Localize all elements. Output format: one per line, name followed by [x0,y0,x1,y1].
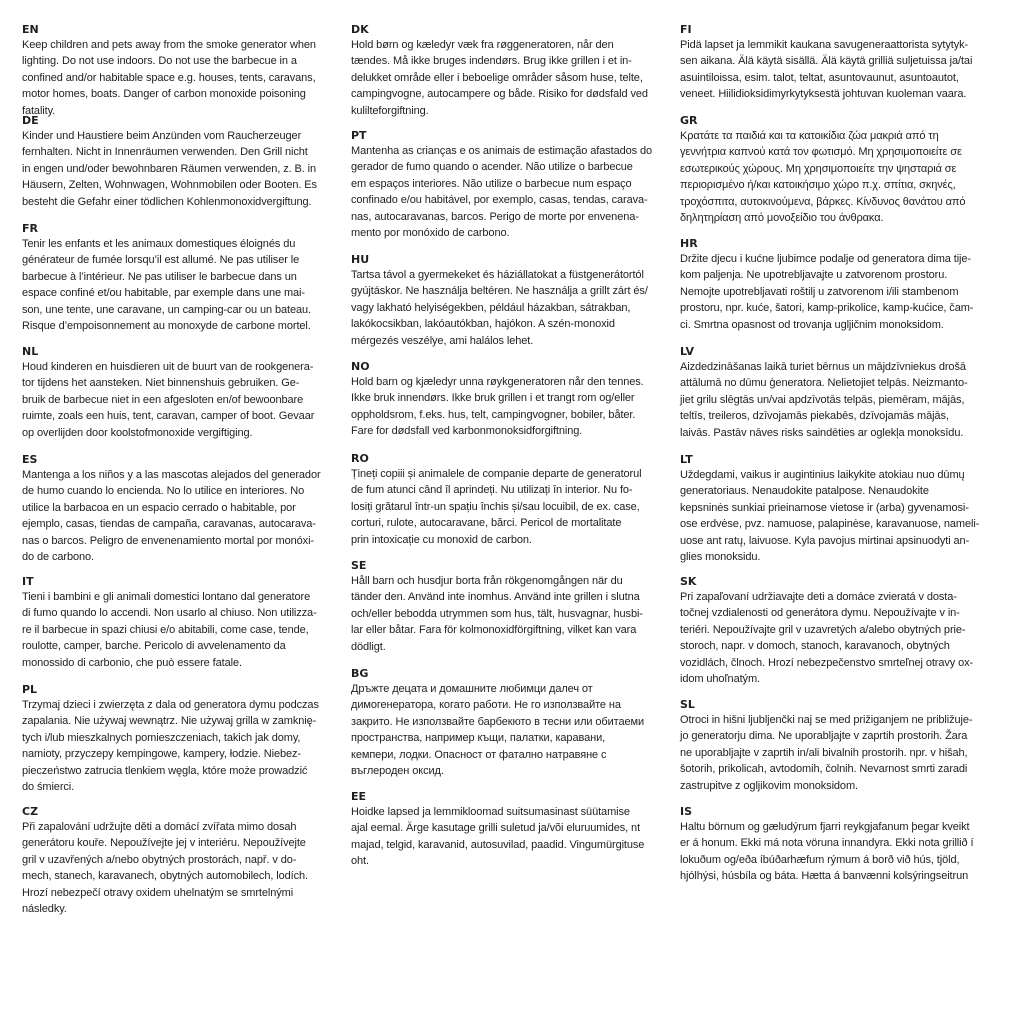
language-code: IT [22,575,34,588]
warning-text: Tartsa távol a gyermekeket és háziállatokat a füstgenerátortól gyújtáskor. Ne használja beltéren. Ne használja a grillt zárt és/ vagy lakható helyiségekben, például házakban, sátrakban, lakókocsikban, lakóautókban, hajókon. A szén-monoxid mérgezés veszélye, ami halálos lehet. [351,269,648,347]
warning-section-hr [680,236,973,333]
warning-text: Дръжте децата и домашните любимци далеч от димогенератора, когато работи. Не го използвайте на закрито. Не използвайте барбекюто в тесни или обитаеми пространства, например къщи, палатки, каравани, кемпери, лодки. Опасност от фатално натравяне с въглероден оксид. [351,683,645,778]
warning-text: Κρατάτε τα παιδιά και τα κατοικίδια ζώα μακριά από τη γεννήτρια καπνού κατά τον φωτισμό. Μη χρησιμοποιείτε σε εσωτερικούς χώρους. Μη χρησιμοποιείτε την ψησταριά σε περιορισμένο ή/και κατοικήσιμο χώρο π.χ. σπίτια, σκηνές, τροχόσπιτα, αυτοκινούμενα, βάρκες. Κίνδυνος θανάτου από δηλητηρίαση από μονοξείδιο του άνθρακα. [680,130,966,225]
warning-text: Kinder und Haustiere beim Anzünden vom Raucherzeuger fernhalten. Nicht in Innenräumen verwenden. Den Grill nicht in engen und/oder bewohnbaren Räumen verwenden, z. B. in Häusern, Zelten, Wohnwagen, Wohnmobilen oder Booten. Es besteht die Gefahr einer tödlichen Kohlenmonoxidvergiftung. [22,130,317,208]
warning-section-lt [680,452,979,565]
language-code: SK [680,575,697,588]
language-code: PT [351,129,367,142]
warning-text: Håll barn och husdjur borta från rökgenomgången när du tänder den. Använd inte inomhus. Använd inte grillen i slutna och/eller bebodda utrymmen som hus, tält, husvagnar, husbi- lar eller båtar. Fara för kolmonoxidförgiftning, vilket kan vara dödligt. [351,575,643,653]
warning-section-nl [22,344,314,441]
language-code: DE [22,114,39,127]
warning-text: Pri zapaľovaní udržiavajte deti a domáce zvieratá v dosta- točnej vzdialenosti od generátora dymu. Nepoužívajte v in- teriéri. Nepoužívajte gril v uzavretých a/alebo obytných prie- storoch, napr. v domoch, stanoch, karavanoch, obytných vozidlách, člnoch. Hrozí nebezpečenstvo smrteľnej otravy ox- idom uhoľnatým. [680,591,974,686]
language-code: FI [680,23,692,36]
warning-section-sl [680,697,972,794]
warning-section-gr [680,113,965,226]
warning-text: Houd kinderen en huisdieren uit de buurt van de rookgenera- tor tijdens het aansteken. Niet binnenshuis gebruiken. Ge- bruik de barbecue niet in een afgesloten en/of bewoonbare ruimte, zoals een huis, tent, caravan, camper of boot. Gevaar op overlijden door koolstofmonoxide vergiftiging. [22,361,315,439]
warning-text: Hoidke lapsed ja lemmikloomad suitsumasinast süütamise ajal eemal. Ärge kasutage grilli suletud ja/või eluruumides, nt majad, telgid, karavanid, autosuvilad, paadid. Vingumürgituse oht. [351,806,645,868]
warning-text: Hold børn og kæledyr væk fra røggeneratoren, når den tændes. Må ikke bruges indendørs. Brug ikke grillen i et in- delukket område eller i beboelige områder såsom huse, telte, campingvogne, autocampere og både. Risiko for dødsfald ved kulilteforgiftning. [351,39,648,117]
warning-section-bg [351,666,644,779]
warning-section-ro [351,451,641,548]
warning-section-se [351,558,643,655]
warning-text: Mantenha as crianças e os animais de estimação afastados do gerador de fumo quando o acender. Não utilize o barbecue em espaços interiores. Não utilize o barbecue num espaço confinado e/ou habitável, por exemplo, casas, tendas, carava- nas, autocaravanas, barcos. Perigo de morte por envenena- mento por monóxido de carbono. [351,145,653,240]
language-code: HU [351,253,370,266]
warning-text: Držite djecu i kućne ljubimce podalje od generatora dima tije- kom paljenja. Ne upotrebljavajte u zatvorenom prostoru. Nemojte upotrebljavati roštilj u zatvorenom i/ili stambenom prostoru, npr. kuće, šatori, kamp-prikolice, kamp-kućice, čam- ci. Smrtna opasnost od trovanja ugljičnim monoksidom. [680,253,974,331]
language-code: EE [351,790,367,803]
warning-text: Tenir les enfants et les animaux domestiques éloignés du générateur de fumée lorsqu’il est allumé. Ne pas utiliser le barbecue à l’intérieur. Ne pas utiliser le barbecue dans un espace confiné et/ou habitable, par exemple dans une mai- son, une tente, une caravane, un camping-car ou un bateau. Risque d’empoisonnement au monoxyde de carbone mortel. [22,238,311,333]
warning-text: Hold barn og kjæledyr unna røykgeneratoren når den tennes. Ikke bruk innendørs. Ikke bruk grillen i et trangt rom og/eller oppholdsrom, f.eks. hus, telt, campingvogner, bobiler, båter. Fare for dødsfall ved karbonmonoksidforgiftning. [351,376,644,438]
language-code: CZ [22,805,39,818]
language-code: PL [22,683,38,696]
warning-text: Otroci in hišni ljubljenčki naj se med prižiganjem ne približuje- jo generatorju dima. Ne uporabljajte v zaprtih prostorih. Žara ne uporabljajte v zaprtih in/ali bivalnih prostorih. npr. v hišah, šotorih, prikolicah, avtodomih, čolnih. Nevarnost smrti zaradi zastrupitve z ogljikovim monoksidom. [680,714,973,792]
warning-text: Tieni i bambini e gli animali domestici lontano dal generatore di fumo quando lo accendi. Non usarlo al chiuso. Non utilizza- re il barbecue in spazi chiusi e/o abitabili, come case, tende, roulotte, camper, barche. Pericolo di avvelenamento da monossido di carbonio, che può essere fatale. [22,591,317,669]
warning-section-is [680,804,973,885]
warning-text: Mantenga a los niños y a las mascotas alejados del generador de humo cuando lo encienda. No lo utilice en interiores. No utilice la barbacoa en un espacio cerrado o habitable, por ejemplo, casas, tiendas de campaña, caravanas, autocarava- nas o barcos. Peligro de envenenamiento mortal por monóxi- do de carbono. [22,469,321,564]
warning-text: Țineți copiii și animalele de companie departe de generatorul de fum atunci când îl aprindeți. Nu utilizați în interior. Nu fo- losiți grătarul într-un spațiu închis și/sau locuibil, de ex. case, corturi, rulote, autocaravane, bărci. Pericol de mortalitate prin intoxicație cu monoxid de carbon. [351,468,642,546]
warning-section-no [351,359,644,440]
language-code: BG [351,667,369,680]
language-code: NL [22,345,39,358]
warning-section-pt [351,128,652,241]
warning-text: Haltu börnum og gæludýrum fjarri reykgjafanum þegar kveikt er á honum. Ekki má nota vöruna innandyra. Ekki nota grillið í lokuðum og/eða íbúðarhæfum rýmum á borð við hús, tjöld, hjólhýsi, húsbíla og báta. Hætta á banvænni kolsýringseitrun [680,821,974,883]
warning-text: Trzymaj dzieci i zwierzęta z dala od generatora dymu podczas zapalania. Nie używaj wewnątrz. Nie używaj grilla w zamknię- tych i/lub mieszkalnych pomieszczeniach, takich jak domy, namioty, przyczepy kempingowe, kampery, łodzie. Niebez- pieczeństwo zatrucia tlenkiem węgla, które może prowadzić do śmierci. [22,699,319,794]
warning-text: Uždegdami, vaikus ir augintinius laikykite atokiau nuo dūmų generatoriaus. Nenaudokite patalpose. Nenaudokite kepsninės sunkiai prieinamose vietose ir (arba) gyvenamosi- ose erdvėse, pvz. namuose, palapinėse, karavanuose, nameli- uose ant ratų, laivuose. Kyla pavojus mirtinai apsinuodyti an- glies monoksidu. [680,469,980,564]
warning-section-es [22,452,321,565]
warning-section-fr [22,221,311,334]
warning-section-hu [351,252,648,349]
warning-section-dk [351,22,648,119]
language-code: HR [680,237,698,250]
warning-section-sk [680,574,973,687]
warning-section-cz [22,804,308,917]
warning-section-de [22,113,317,210]
warning-text: Aizdedzināšanas laikā turiet bērnus un mājdzīvniekus drošā attālumā no dūmu ģeneratora. Nelietojiet telpās. Neizmanto- jiet grilu slēgtās un/vai apdzīvotās telpās, piemēram, mājās, teltīs, treileros, dzīvojamās piekabēs, dzīvojamās mājās, laivās. Pastāv nāves risks saindēties ar oglekļa monoksīdu. [680,361,968,439]
language-code: NO [351,360,370,373]
warning-section-lv [680,344,968,441]
warning-section-fi [680,22,972,103]
language-code: LT [680,453,693,466]
language-code: FR [22,222,38,235]
language-code: DK [351,23,369,36]
language-code: IS [680,805,693,818]
warning-text: Keep children and pets away from the smoke generator when lighting. Do not use indoors. Do not use the barbecue in a confined and/or habitable space e.g. houses, tents, caravans, motor homes, boats. Danger of carbon monoxide poisoning fatality. [22,39,316,117]
warning-section-en [22,22,316,119]
warning-text: Pidä lapset ja lemmikit kaukana savugeneraattorista sytytyk- sen aikana. Älä käytä sisällä. Älä käytä grilliä suljetuissa ja/tai asuintiloissa, esim. talot, teltat, asuntovaunut, asuntoautot, veneet. Hiilidioksidimyrkytyksestä johtuvan kuoleman vaara. [680,39,973,101]
language-code: ES [22,453,38,466]
language-code: SL [680,698,695,711]
warning-section-it [22,574,317,671]
language-code: EN [22,23,39,36]
language-code: LV [680,345,695,358]
language-code: RO [351,452,369,465]
warning-text: Při zapalování udržujte děti a domácí zvířata mimo dosah generátoru kouře. Nepoužívejte jej v interiéru. Nepoužívejte gril v uzavřených a/nebo obytných prostorách, např. v do- mech, stanech, karavanech, obytných automobilech, lodích. Hrozí nebezpečí otravy oxidem uhelnatým se smrtelnými následky. [22,821,308,916]
warning-section-ee [351,789,644,870]
warning-section-pl [22,682,319,795]
language-code: GR [680,114,698,127]
language-code: SE [351,559,367,572]
